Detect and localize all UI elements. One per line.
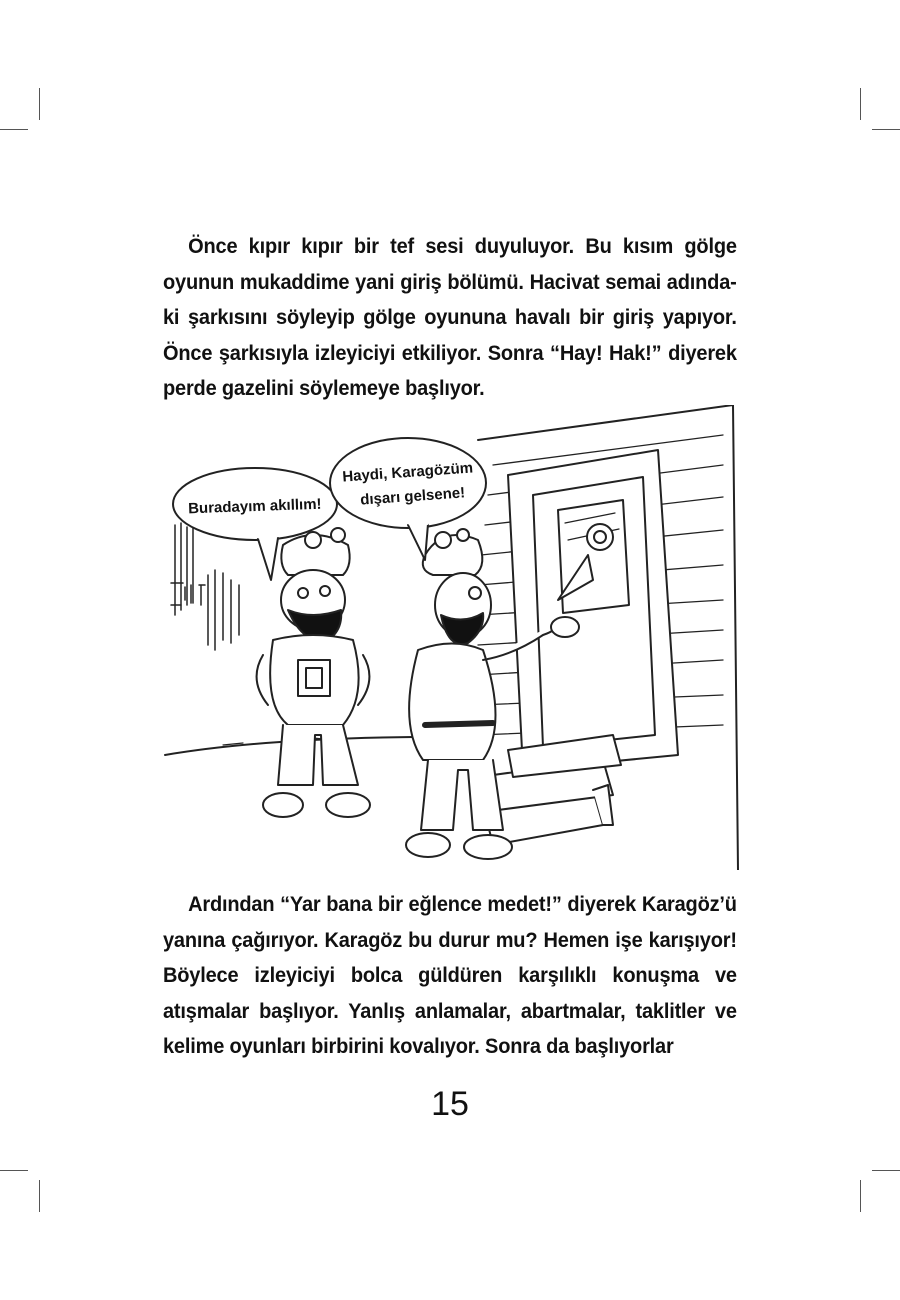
crop-mark-bottom-left-h xyxy=(0,1170,28,1171)
crop-mark-bottom-right-v xyxy=(860,1180,861,1212)
background-buildings xyxy=(171,523,239,650)
crop-mark-top-left-h xyxy=(0,129,28,130)
karagoz-hacivat-illustration xyxy=(163,405,743,870)
bubble-text-left: Buradayım akıllım! xyxy=(187,495,322,518)
bubble-text-right-line2: dışarı gelsene! xyxy=(359,484,466,509)
crop-mark-bottom-right-h xyxy=(872,1170,900,1171)
paragraph-intro: Önce kıpır kıpır bir tef sesi duyuluyor. Bu kısım gölge oyunun mukaddime yani giriş bölümü. Hacivat semai adındaki şarkısını söyleyip gölge oyununa havalı bir giriş yapıyor. Önce şarkısıyla izleyiciyi etkiliyor. Sonra “Hay! Hak!” diyerek perde gazelini söylemeye başlıyor. xyxy=(163,234,737,400)
paragraph-continuation: Ardından “Yar bana bir eğlence medet!” diyerek Karagöz’ü yanına çağırıyor. Karagöz bu durur mu? Hemen işe karışıyor! Böylece izleyiciyi bolca güldüren karşılıklı konuşma ve atışmalar başlıyor. Yanlış anlamalar, abartmalar, taklitler ve kelime oyunları birbirini kovalıyor. Sonra da başlıyorlar xyxy=(163,892,737,1058)
crop-mark-bottom-left-v xyxy=(39,1180,40,1212)
crop-mark-top-right-v xyxy=(860,88,861,120)
crop-mark-top-right-h xyxy=(872,129,900,130)
crop-mark-top-left-v xyxy=(39,88,40,120)
karagoz-figure xyxy=(257,528,370,817)
page-number: 15 xyxy=(431,1085,469,1123)
bubble-text-right-line1: Haydi, Karagözüm xyxy=(341,459,474,486)
